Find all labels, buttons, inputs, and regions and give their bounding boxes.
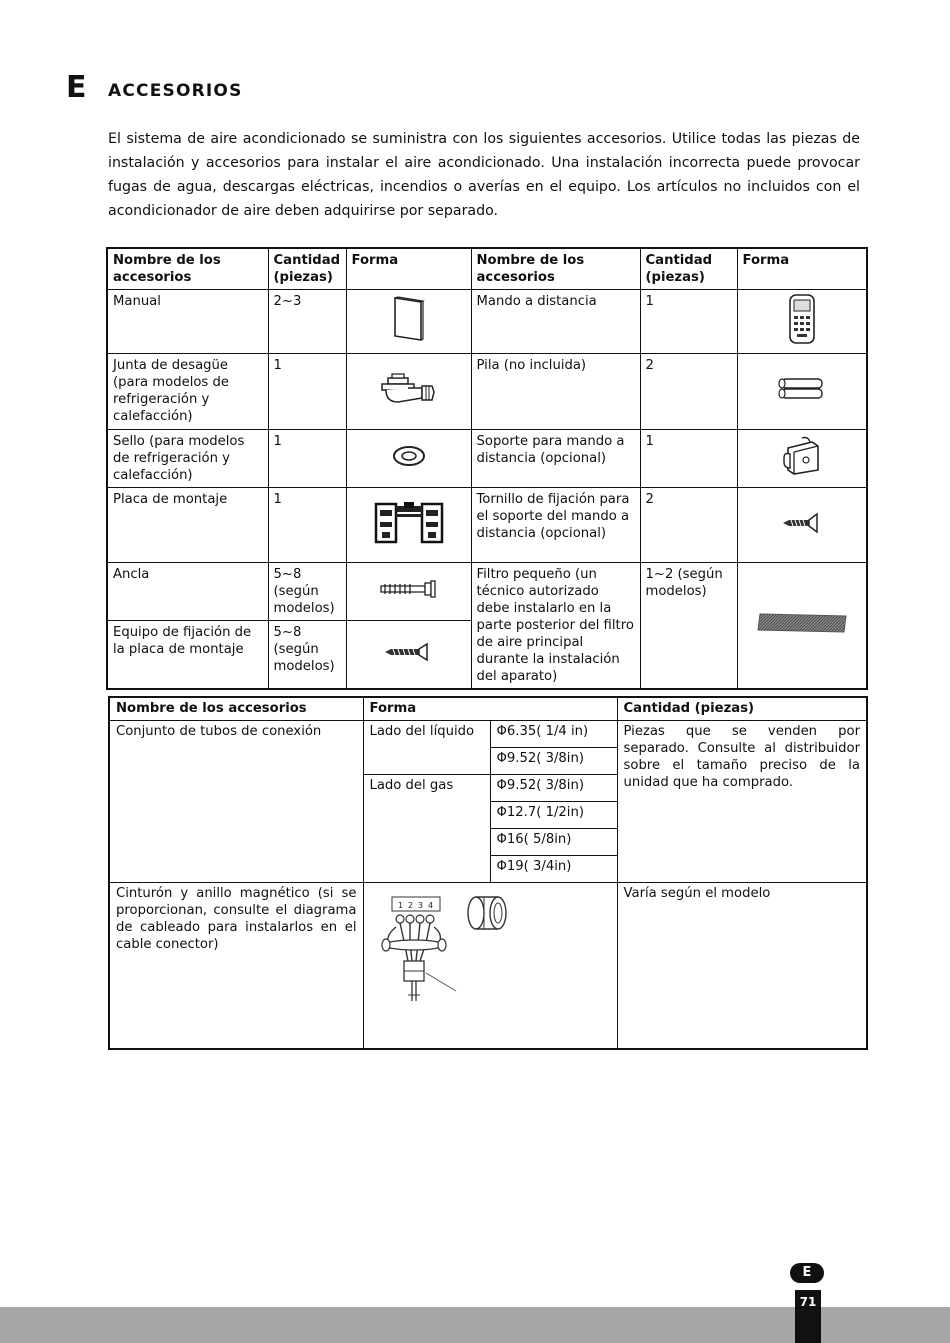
liquid-side-label: Lado del líquido [363,720,490,774]
header-cell: Forma [363,697,617,720]
table-row [107,430,867,488]
remote-control-icon [737,290,867,354]
terminal-label: 4 [427,900,433,910]
accessory-name: Ancla [107,563,268,621]
accessory-qty: 2~3 [268,290,346,354]
page-number: 71 [795,1290,821,1343]
accessory-qty: 2 [640,488,737,563]
accessory-qty: 2 [640,354,737,430]
screw-icon [737,488,867,563]
pipe-size: Φ9.52( 3/8in) [490,774,617,801]
accessory-name: Sello (para modelos de refrigeración y calefacción) [107,430,268,488]
pipe-size: Φ12.7( 1/2in) [490,801,617,828]
accessory-qty: 1~2 (según modelos) [640,563,737,690]
language-badge: E [790,1263,824,1283]
accessory-qty: 1 [268,354,346,430]
accessory-name: Mando a distancia [471,290,640,354]
header-cell: Nombre de los accesorios [107,248,268,290]
belt-ring-diagram [363,882,617,1049]
table-header-row [107,248,867,290]
accessory-qty: 1 [640,290,737,354]
terminal-label: 3 [417,900,423,910]
accessory-name: Equipo de fijación de la placa de montaje [107,621,268,689]
anchor-icon [346,563,471,621]
pipe-size: Φ19( 3/4in) [490,855,617,882]
table-row [109,720,867,747]
table-header-row [109,697,867,720]
accessory-qty: 1 [640,430,737,488]
terminal-label: 2 [407,900,413,910]
header-cell: Cantidad (piezas) [640,248,737,290]
header-cell: Nombre de los accesorios [109,697,363,720]
header-cell: Forma [346,248,471,290]
table-row [107,354,867,430]
accessory-qty: Piezas que se venden por separado. Consulte al distribuidor sobre el tamaño preciso de la unidad que ha comprado. [617,720,867,882]
pipe-size: Φ9.52( 3/8in) [490,747,617,774]
gas-side-label: Lado del gas [363,774,490,882]
accessory-name: Cinturón y anillo magnético (si se proporcionan, consulte el diagrama de cableado para instalarlos en el cable conector) [109,882,363,1049]
drain-joint-icon [346,354,471,430]
seal-ring-icon [346,430,471,488]
accessory-name: Placa de montaje [107,488,268,563]
accessory-name: Filtro pequeño (un técnico autorizado debe instalarlo en la parte posterior del filtro de aire principal durante la instalación del aparato) [471,563,640,690]
pipes-table [108,696,868,1050]
accessory-name: Tornillo de fijación para el soporte del mando a distancia (opcional) [471,488,640,563]
table-row [107,563,867,621]
pipe-size: Φ6.35( 1/4 in) [490,720,617,747]
accessory-name: Manual [107,290,268,354]
accessory-name: Junta de desagüe (para modelos de refrigeración y calefacción) [107,354,268,430]
section-letter: E [66,70,87,105]
accessory-qty: Varía según el modelo [617,882,867,1049]
accessory-qty: 5~8 (según modelos) [268,621,346,689]
pipe-size: Φ16( 5/8in) [490,828,617,855]
mounting-plate-icon [346,488,471,563]
header-cell: Cantidad (piezas) [268,248,346,290]
manual-icon [346,290,471,354]
header-cell: Nombre de los accesorios [471,248,640,290]
section-title: ACCESORIOS [108,81,243,101]
accessory-name: Conjunto de tubos de conexión [109,720,363,882]
small-filter-icon [737,563,867,690]
table-row [107,290,867,354]
terminal-label: 1 [397,900,403,910]
accessory-name: Soporte para mando a distancia (opcional) [471,430,640,488]
intro-paragraph: El sistema de aire acondicionado se suministra con los siguientes accesorios. Utilice todas las piezas de instalación y accesorios para instalar el aire acondicionado. Una instalación incorrecta puede provocar fugas de agua, descargas eléctricas, incendios o averías en el equipo. Los artículos no incluidos con el acondicionador de aire deben adquirirse por separado. [108,131,860,219]
remote-holder-icon [737,430,867,488]
table-row [107,488,867,563]
accessory-qty: 5~8 (según modelos) [268,563,346,621]
header-cell: Forma [737,248,867,290]
accessory-qty: 1 [268,430,346,488]
table-row [109,882,867,1049]
fixing-screw-icon [346,621,471,689]
accessory-name: Pila (no incluida) [471,354,640,430]
battery-icon [737,354,867,430]
accessories-table [106,247,868,690]
header-cell: Cantidad (piezas) [617,697,867,720]
accessory-qty: 1 [268,488,346,563]
